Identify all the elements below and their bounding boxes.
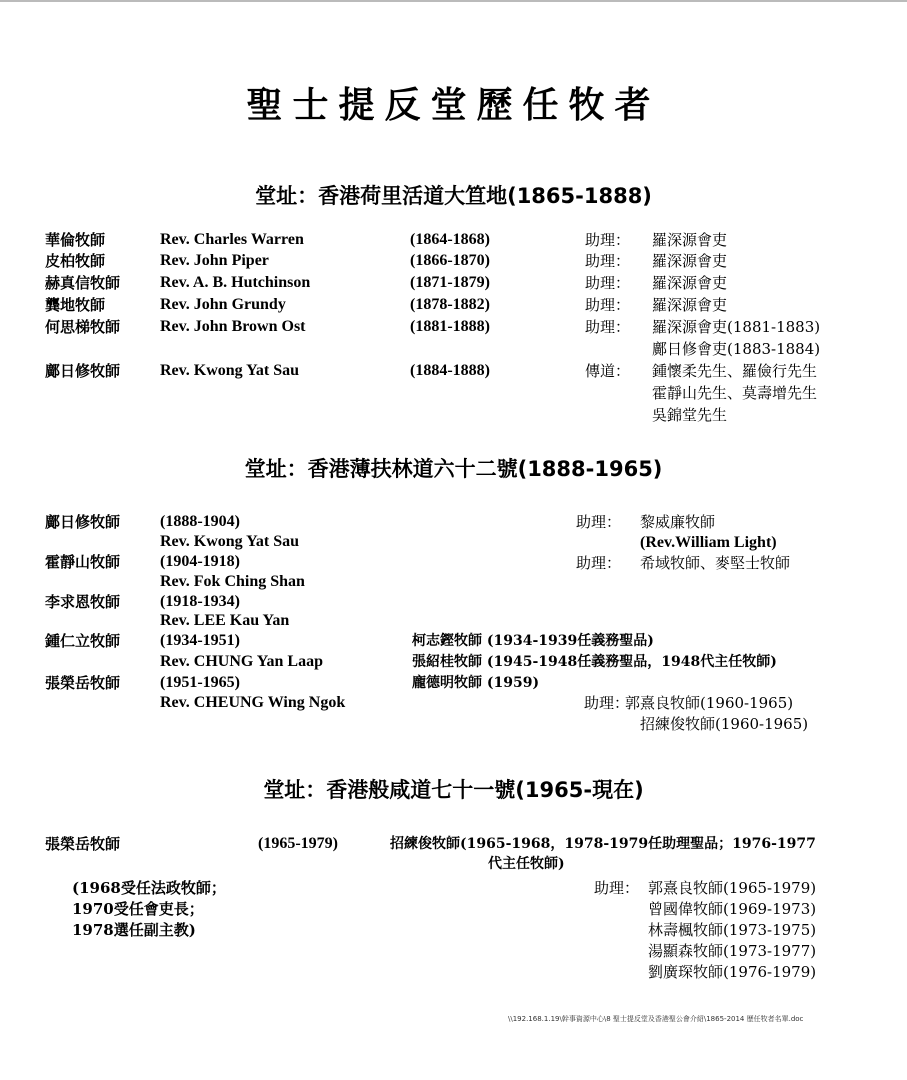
assist-name: 鄺日修會吏(1883-1884) [652, 340, 821, 358]
evangelist-name: 吳錦堂先生 [652, 406, 728, 424]
honorary-clergy: 柯志鏗牧師 (1934-1939任義務聖品) [412, 633, 654, 649]
pastor-en: Rev. John Brown Ost [160, 318, 306, 335]
assist-name: 曾國偉牧師(1969-1973) [648, 900, 817, 918]
rector-note: (1968受任法政牧師； [72, 879, 226, 897]
pastor-en: Rev. Fok Ching Shan [160, 573, 305, 590]
assist-name: 招練俊牧師(1960-1965) [640, 715, 809, 733]
scan-top-edge [0, 0, 907, 2]
pastor-years: (1864-1868) [410, 231, 490, 248]
pastor-en: Rev. Kwong Yat Sau [160, 533, 299, 550]
pastor-years: (1878-1882) [410, 296, 490, 313]
pastor-years: (1866-1870) [410, 252, 490, 269]
pastor-years: (1884-1888) [410, 362, 490, 379]
pastor-years: (1918-1934) [160, 593, 240, 610]
assist-name: 劉廣琛牧師(1976-1979) [648, 963, 817, 981]
pastor-en: Rev. CHEUNG Wing Ngok [160, 694, 346, 711]
pastor-en: Rev. CHUNG Yan Laap [160, 653, 323, 670]
evangelist-role: 傳道： [585, 362, 631, 380]
pastor-zh: 赫真信牧師 [45, 274, 121, 292]
assist-role: 助理： [576, 513, 622, 531]
pastor-zh: 張榮岳牧師 [45, 835, 121, 853]
honorary-clergy: 龐德明牧師 (1959) [412, 675, 540, 691]
pastor-en: Rev. Charles Warren [160, 231, 304, 248]
pastor-zh: 龔地牧師 [45, 296, 106, 314]
pastor-years: (1888-1904) [160, 513, 240, 530]
page-title: 聖士提反堂歷任牧者 [246, 85, 661, 126]
assist-name: 郭熹良牧師(1960-1965) [625, 694, 794, 712]
associate-clergy: 代主任牧師) [488, 856, 565, 872]
assist-role: 助理： [594, 879, 640, 897]
pastor-zh: 張榮岳牧師 [45, 674, 121, 692]
pastor-zh: 霍靜山牧師 [45, 553, 121, 571]
assist-role: 助理： [585, 252, 631, 270]
pastor-zh: 鄺日修牧師 [45, 362, 121, 380]
assist-role: 助理： [585, 318, 631, 336]
assist-name: 羅深源會吏 [652, 231, 728, 249]
evangelist-name: 鍾懷柔先生、羅儉行先生 [652, 362, 818, 380]
assist-name: 希域牧師、麥堅士牧師 [640, 554, 791, 572]
rector-note: 1970受任會吏長； [72, 900, 204, 918]
pastor-en: Rev. A. B. Hutchinson [160, 274, 311, 291]
assist-name: 湯顯森牧師(1973-1977) [648, 942, 817, 960]
honorary-clergy: 張紹桂牧師 (1945-1948任義務聖品，1948代主任牧師) [412, 654, 777, 670]
evangelist-name: 霍靜山先生、莫壽增先生 [652, 384, 818, 402]
section-heading-pokfulam-road: 堂址：香港薄扶林道六十二號(1888-1965) [244, 457, 663, 481]
assist-role: 助理： [585, 274, 631, 292]
assist-name: 黎威廉牧師 [640, 513, 716, 531]
pastor-years: (1881-1888) [410, 318, 490, 335]
assist-role: 助理： [585, 231, 631, 249]
pastor-zh: 李求恩牧師 [45, 593, 121, 611]
pastor-zh: 華倫牧師 [45, 231, 106, 249]
section-heading-hollywood-road: 堂址：香港荷里活道大笪地(1865-1888) [255, 184, 652, 208]
pastor-en: Rev. Kwong Yat Sau [160, 362, 299, 379]
assist-role: 助理： [585, 296, 631, 314]
assist-name: 林壽楓牧師(1973-1975) [648, 921, 817, 939]
pastor-years: (1965-1979) [258, 835, 338, 852]
pastor-years: (1904-1918) [160, 553, 240, 570]
pastor-years: (1934-1951) [160, 632, 240, 649]
assist-role: 助理： [576, 554, 622, 572]
pastor-en: Rev. LEE Kau Yan [160, 612, 290, 629]
assist-name-en: (Rev.William Light) [640, 534, 777, 551]
pastor-zh: 鄺日修牧師 [45, 513, 121, 531]
assist-role: 助理： [584, 694, 630, 712]
pastor-years: (1871-1879) [410, 274, 490, 291]
pastor-en: Rev. John Piper [160, 252, 269, 269]
assist-name: 羅深源會吏(1881-1883) [652, 318, 821, 336]
pastor-years: (1951-1965) [160, 674, 240, 691]
rector-note: 1978選任副主教) [72, 921, 196, 939]
pastor-zh: 皮柏牧師 [45, 252, 106, 270]
pastor-zh: 鍾仁立牧師 [45, 632, 121, 650]
file-path-footer: \\192.168.1.19\幹事資源中心\8 聖士提反堂及香港聖公會介紹\1865-2014 歷任牧者名單.doc [508, 1015, 804, 1023]
associate-clergy: 招練俊牧師(1965-1968，1978-1979任助理聖品；1976-1977 [390, 836, 816, 852]
assist-name: 郭熹良牧師(1965-1979) [648, 879, 817, 897]
assist-name: 羅深源會吏 [652, 252, 728, 270]
pastor-en: Rev. John Grundy [160, 296, 286, 313]
pastor-zh: 何思梯牧師 [45, 318, 121, 336]
assist-name: 羅深源會吏 [652, 274, 728, 292]
assist-name: 羅深源會吏 [652, 296, 728, 314]
section-heading-bonham-road: 堂址：香港般咸道七十一號(1965-現在) [263, 778, 644, 802]
